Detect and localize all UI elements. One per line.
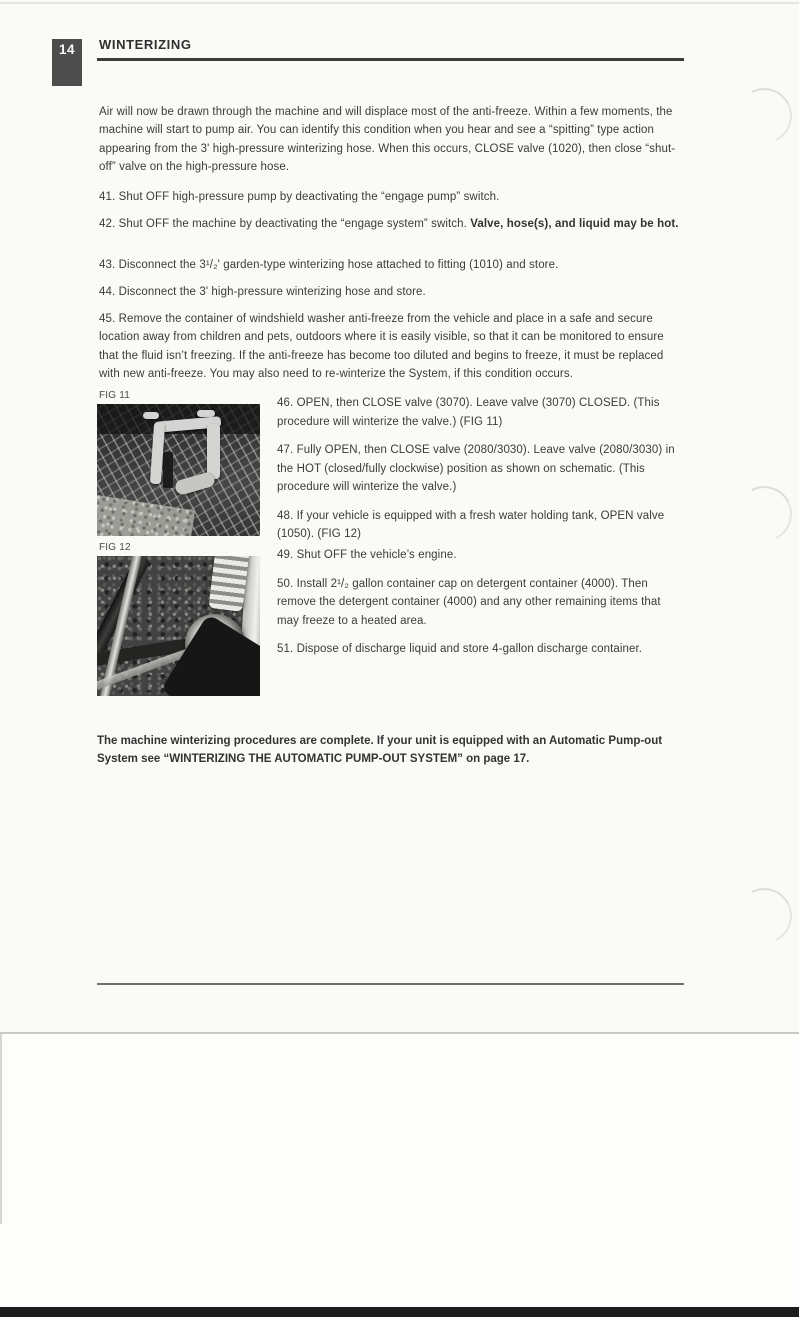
step-45: 45. Remove the container of windshield washer anti-freeze from the vehicle and place in a safe and secure location away from children and pets, outdoors where it is easily visible, so that it can be monitored to ensure that the fluid isn’t freezing. If the anti-freeze has become too diluted and begins to freeze, it must be replaced with new anti-freeze. You may also need to re-winterize the System, if this condition occurs. <box>99 312 664 380</box>
step-50: 50. Install 2¹/₂ gallon container cap on detergent container (4000). Then remove the detergent container (4000) and any other remaining items that may freeze to a heated area. <box>277 577 661 627</box>
steps-column-1 <box>260 390 685 554</box>
figure-12 <box>97 542 260 696</box>
completion-note: The machine winterizing procedures are complete. If your unit is equipped with an Automatic Pump-out System see “WINTERIZING THE AUTOMATIC PUMP-OUT SYSTEM” on page 17. <box>97 734 663 765</box>
valve-pipe <box>207 424 220 479</box>
page-number-badge: 14 <box>52 39 82 86</box>
step-42 <box>99 215 685 234</box>
figure-12-photo <box>97 556 260 696</box>
scan-top-edge <box>0 2 799 4</box>
binding-hole-mark <box>729 881 799 952</box>
valve-fitting <box>143 412 159 419</box>
step-42-warning: Valve, hose(s), and liquid may be hot. <box>470 217 679 230</box>
step-43: 43. Disconnect the 3¹/₂' garden-type winterizing hose attached to fitting (1010) and store. <box>99 258 559 271</box>
scanner-bottom-strip <box>0 1307 799 1317</box>
figure-row-2 <box>97 542 685 696</box>
figure-11-photo <box>97 404 260 536</box>
step-51: 51. Dispose of discharge liquid and store 4-gallon discharge container. <box>277 643 643 655</box>
steps-column-2 <box>260 542 685 696</box>
step-42-text: 42. Shut OFF the machine by deactivating the “engage system” switch. <box>99 217 471 230</box>
figure-row-1 <box>97 390 685 554</box>
figure-11-label: FIG 11 <box>99 390 131 401</box>
figure-11 <box>97 390 260 554</box>
step-49: 49. Shut OFF the vehicle’s engine. <box>277 549 457 561</box>
binding-hole-mark <box>729 81 799 152</box>
title-rule <box>97 58 684 61</box>
step-44: 44. Disconnect the 3' high-pressure winterizing hose and store. <box>99 285 426 298</box>
page-title: WINTERIZING <box>99 37 192 52</box>
step-46: 46. OPEN, then CLOSE valve (3070). Leave valve (3070) CLOSED. (This procedure will winterize the valve.) (FIG 11) <box>277 397 660 428</box>
footer-rule <box>97 983 684 985</box>
scan-left-edge <box>9 0 11 1030</box>
scan-left-edge-lower <box>0 1034 2 1224</box>
binding-hole-mark <box>729 479 799 550</box>
step-47: 47. Fully OPEN, then CLOSE valve (2080/3030). Leave valve (2080/3030) in the HOT (closed/fully clockwise) position as shown on schematic. (This procedure will winterize the valve.) <box>277 444 675 493</box>
step-48: 48. If your vehicle is equipped with a fresh water holding tank, OPEN valve (1050). (FIG 12) <box>277 509 665 540</box>
figure-12-label: FIG 12 <box>99 542 131 553</box>
valve-handle <box>163 452 173 488</box>
intro-paragraph: Air will now be drawn through the machine and will displace most of the anti-freeze. Within a few moments, the machine will start to pump air. You can identify this condition when you hear and see a “spitting” type action appearing from the 3' high-pressure winterizing hose. When this occurs, CLOSE valve (1020), then close “shut-off” valve on the high-pressure hose. <box>99 105 676 173</box>
step-41: 41. Shut OFF high-pressure pump by deactivating the “engage pump” switch. <box>99 190 500 203</box>
